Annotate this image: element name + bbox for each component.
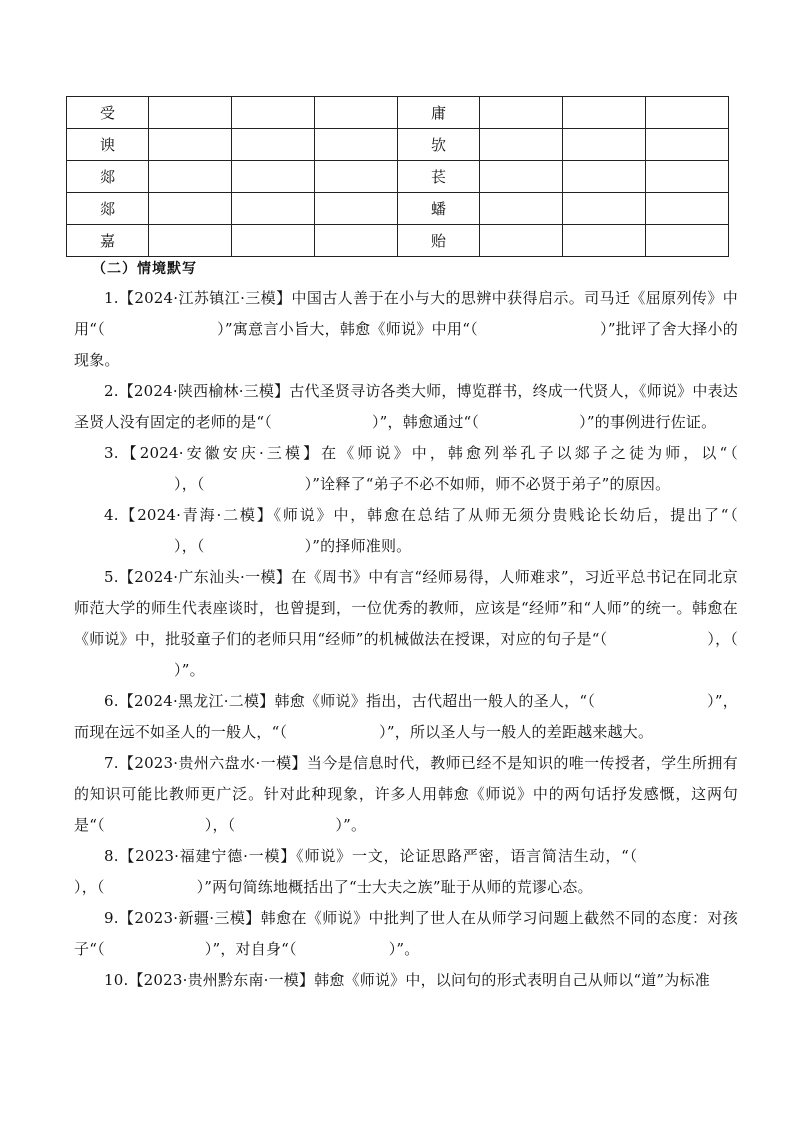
character-table <box>66 96 729 257</box>
question-text: ）”。 <box>174 661 205 679</box>
answer-cell[interactable] <box>563 193 646 225</box>
section-title: （二）情境默写 <box>92 261 197 277</box>
question-item <box>74 438 738 500</box>
character-table-row <box>67 161 729 193</box>
answer-cell[interactable] <box>480 225 563 257</box>
answer-cell[interactable] <box>315 129 398 161</box>
answer-cell[interactable] <box>232 129 315 161</box>
question-list <box>74 283 738 996</box>
character-table-row <box>67 129 729 161</box>
question-text: ）”。 <box>388 940 420 958</box>
question-text: 7.【2023·贵州六盘水·一模】当今是信息时代，教师已经不是知识的唯一传授者，学生所拥有的知识可能比教师更广泛。针对此种现象，许多人用韩愈《师说》中的两句话抒发感慨，这两句是“（ <box>74 754 738 834</box>
answer-cell[interactable] <box>232 97 315 129</box>
question-text: ），（ <box>174 537 205 555</box>
question-text: ），（ <box>707 630 738 648</box>
character-cell: 受 <box>67 97 149 129</box>
question-text: ）”，而现在远不如圣人的一般人，“（ <box>74 692 739 741</box>
character-table-body <box>67 97 729 257</box>
answer-cell[interactable] <box>149 97 232 129</box>
answer-cell[interactable] <box>232 225 315 257</box>
question-item <box>74 841 738 903</box>
question-text: 3.【2024·安徽安庆·三模】在《师说》中，韩愈列举孔子以郯子之徒为师，以“（ <box>104 444 738 462</box>
question-text: 9.【2023·新疆·三模】韩愈在《师说》中批判了世人在从师学习问题上截然不同的态度：对孩子“（ <box>74 909 738 958</box>
answer-cell[interactable] <box>563 161 646 193</box>
question-text: ）”，韩愈通过“（ <box>371 413 480 431</box>
answer-cell[interactable] <box>646 193 729 225</box>
character-cell: 贻 <box>398 225 480 257</box>
question-text: ）”的择师准则。 <box>304 537 412 555</box>
question-text: ）”诠释了“弟子不必不如师，师不必贤于弟子”的原因。 <box>304 475 671 493</box>
answer-cell[interactable] <box>315 193 398 225</box>
answer-cell[interactable] <box>480 193 563 225</box>
answer-cell[interactable] <box>563 97 646 129</box>
character-cell: 苌 <box>398 161 480 193</box>
question-text: 1.【2024·江苏镇江·三模】中国古人善于在小与大的思辨中获得启示。司马迁《屈原列传》中用“（ <box>74 289 738 338</box>
answer-cell[interactable] <box>563 129 646 161</box>
question-text: ）”两句简练地概括出了“士大夫之族”耻于从师的荒谬心态。 <box>196 878 593 896</box>
question-text: ）”，所以圣人与一般人的差距越来越大。 <box>379 723 654 741</box>
answer-cell[interactable] <box>315 97 398 129</box>
question-text: ）”寓意言小旨大，韩愈《师说》中用“（ <box>217 320 478 338</box>
question-text: 10.【2023·贵州黔东南·一模】韩愈《师说》中，以问句的形式表明自己从师以“道”为标准 <box>104 971 710 989</box>
question-text: ）”批评了舍大择小的现象。 <box>74 320 739 369</box>
question-text: 2.【2024·陕西榆林·三模】古代圣贤寻访各类大师，博览群书，终成一代贤人，《师说》中表达圣贤人没有固定的老师的是“（ <box>74 382 738 431</box>
question-text: 8.【2023·福建宁德·一模】《师说》一文，论证思路严密，语言简洁生动，“（ <box>104 847 638 865</box>
answer-cell[interactable] <box>149 161 232 193</box>
question-text: 4.【2024·青海·二模】《师说》中，韩愈在总结了从师无须分贵贱论长幼后，提出了“（ <box>104 506 738 524</box>
question-item <box>74 748 738 841</box>
answer-cell[interactable] <box>480 129 563 161</box>
character-table-row <box>67 97 729 129</box>
character-cell: 庸 <box>398 97 480 129</box>
answer-cell[interactable] <box>315 161 398 193</box>
answer-cell[interactable] <box>232 193 315 225</box>
answer-cell[interactable] <box>149 193 232 225</box>
answer-cell[interactable] <box>646 129 729 161</box>
question-item <box>74 376 738 438</box>
answer-cell[interactable] <box>563 225 646 257</box>
character-cell: 谀 <box>67 129 149 161</box>
character-cell: 郯 <box>67 193 149 225</box>
answer-cell[interactable] <box>646 161 729 193</box>
question-text: ），（ <box>204 816 236 834</box>
question-item <box>74 965 738 996</box>
character-table-row <box>67 225 729 257</box>
answer-cell[interactable] <box>232 161 315 193</box>
answer-cell[interactable] <box>315 225 398 257</box>
character-cell: 嘉 <box>67 225 149 257</box>
question-text: ）”的事例进行佐证。 <box>579 413 717 431</box>
question-item <box>74 500 738 562</box>
answer-cell[interactable] <box>480 161 563 193</box>
question-item <box>74 686 738 748</box>
question-item <box>74 903 738 965</box>
question-text: ），（ <box>74 878 105 896</box>
question-item <box>74 562 738 686</box>
answer-cell[interactable] <box>646 225 729 257</box>
question-text: ）”。 <box>335 816 367 834</box>
character-cell: 欤 <box>398 129 480 161</box>
question-text: ），（ <box>174 475 205 493</box>
character-table-row <box>67 193 729 225</box>
answer-cell[interactable] <box>149 225 232 257</box>
question-text: 5.【2024·广东汕头·一模】在《周书》中有言“经师易得，人师难求”，习近平总书记在同北京师范大学的师生代表座谈时，也曾提到，一位优秀的教师，应该是“经师”和“人师”的统一。韩愈在《师说》中，批驳童子们的老师只用“经师”的机械做法在授课，对应的句子是“（ <box>74 568 738 648</box>
question-text: ）”，对自身“（ <box>204 940 297 958</box>
question-item <box>74 283 738 376</box>
character-cell: 蟠 <box>398 193 480 225</box>
character-cell: 郯 <box>67 161 149 193</box>
answer-cell[interactable] <box>646 97 729 129</box>
question-text: 6.【2024·黑龙江·二模】韩愈《师说》指出，古代超出一般人的圣人，“（ <box>104 692 596 710</box>
answer-cell[interactable] <box>480 97 563 129</box>
answer-cell[interactable] <box>149 129 232 161</box>
